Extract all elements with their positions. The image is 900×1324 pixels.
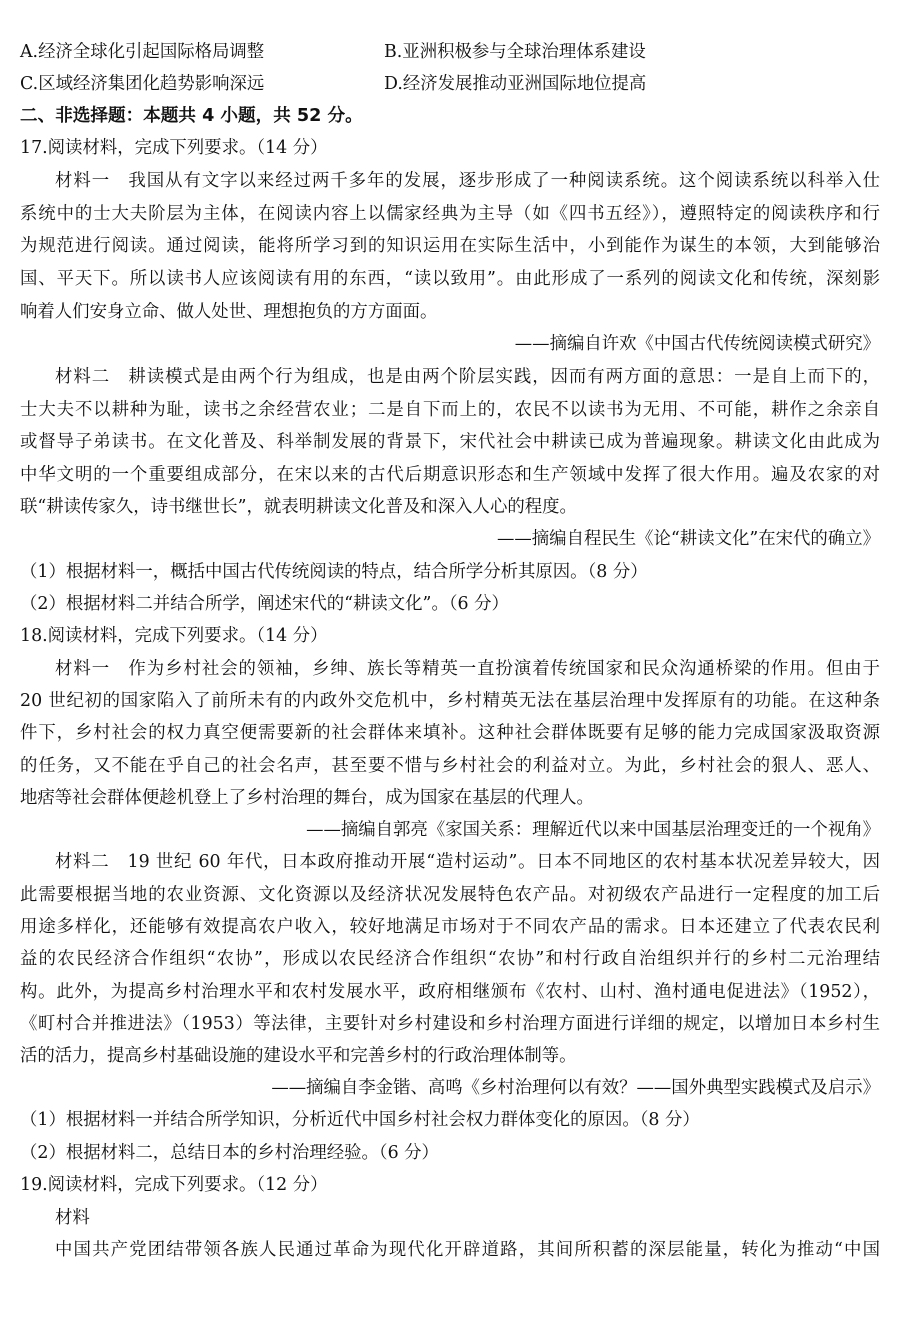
- option-a: A.经济全球化引起国际格局调整: [20, 42, 265, 62]
- q18-material2-source: ——摘编自李金锴、高鸣《乡村治理何以有效？——国外典型实践模式及启示》: [271, 1078, 880, 1098]
- q18-material1-line: 件下，乡村社会的权力真空便需要新的社会群体来填补。这种社会群体既要有足够的能力完成国家汲取资源: [20, 723, 880, 743]
- q18-material2-line: 活的活力，提高乡村基础设施的建设水平和完善乡村的行政治理体制等。: [20, 1046, 577, 1066]
- q19-material-line: 中国共产党团结带领各族人民通过革命为现代化开辟道路，其间所积蓄的深层能量，转化为推动“中国: [55, 1240, 880, 1260]
- q17-material1-line: 材料一 我国从有文字以来经过两千多年的发展，逐步形成了一种阅读系统。这个阅读系统以科举入仕: [55, 171, 880, 191]
- q18-material2-line: 构。此外，为提高乡村治理水平和农村发展水平，政府相继颁布《农村、山村、渔村通电促进法》（1952），: [20, 982, 880, 1002]
- q18-material1-line: 地痞等社会群体便趁机登上了乡村治理的舞台，成为国家在基层的代理人。: [20, 788, 594, 808]
- q17-subquestion-1: （1）根据材料一，概括中国古代传统阅读的特点，结合所学分析其原因。（8 分）: [20, 562, 648, 582]
- q17-material2-line: 或督导子弟读书。在文化普及、科举制发展的背景下，宋代社会中耕读已成为普遍现象。耕读文化由此成为: [20, 432, 880, 452]
- q19-material-label: 材料: [55, 1208, 90, 1228]
- q17-material2-line: 中华文明的一个重要组成部分，在宋以来的古代后期意识形态和生产领域中发挥了很大作用。遍及农家的对: [20, 465, 880, 485]
- option-b: B.亚洲积极参与全球治理体系建设: [384, 42, 646, 62]
- q18-material2-line: 益的农民经济合作组织“农协”，形成以农民经济合作组织“农协”和村行政自治组织并行的乡村二元治理结: [20, 949, 880, 969]
- q17-material2-line: 联“耕读传家久，诗书继世长”，就表明耕读文化普及和深入人心的程度。: [20, 497, 577, 517]
- section-heading: 二、非选择题：本题共 4 小题，共 52 分。: [20, 106, 363, 126]
- q18-material2-line: 《町村合并推进法》（1953）等法律，主要针对乡村建设和乡村治理方面进行详细的规定，以增加日本乡村生: [20, 1014, 880, 1034]
- q17-material2-line: 材料二 耕读模式是由两个行为组成，也是由两个阶层实践，因而有两方面的意思：一是自上而下的，: [55, 367, 880, 387]
- q17-material1-line: 为规范进行阅读。通过阅读，能将所学习到的知识运用在实际生活中，小到能作为谋生的本领，大到能够治: [20, 236, 880, 256]
- q18-material2-line: 材料二 19 世纪 60 年代，日本政府推动开展“造村运动”。日本不同地区的农村基本状况差异较大，因: [55, 852, 880, 872]
- q18-material1-source: ——摘编自郭亮《家国关系：理解近代以来中国基层治理变迁的一个视角》: [306, 820, 880, 840]
- q18-subquestion-1: （1）根据材料一并结合所学知识，分析近代中国乡村社会权力群体变化的原因。（8 分）: [20, 1110, 700, 1130]
- q17-material1-source: ——摘编自许欢《中国古代传统阅读模式研究》: [514, 334, 880, 354]
- q18-material2-line: 用途多样化，还能够有效提高农户收入，较好地满足市场对于不同农产品的需求。日本还建立了代表农民利: [20, 917, 880, 937]
- q19-title: 19.阅读材料，完成下列要求。（12 分）: [20, 1175, 328, 1195]
- q17-subquestion-2: （2）根据材料二并结合所学，阐述宋代的“耕读文化”。（6 分）: [20, 594, 509, 614]
- q17-material1-line: 系统中的士大夫阶层为主体，在阅读内容上以儒家经典为主导（如《四书五经》），遵照特定的阅读秩序和行: [20, 204, 880, 224]
- q18-material1-line: 20 世纪初的国家陷入了前所未有的内政外交危机中，乡村精英无法在基层治理中发挥原有的功能。在这种条: [20, 691, 880, 711]
- q17-material1-line: 国、平天下。所以读书人应该阅读有用的东西，“读以致用”。由此形成了一系列的阅读文化和传统，深刻影: [20, 269, 880, 289]
- q18-material1-line: 材料一 作为乡村社会的领袖，乡绅、族长等精英一直扮演着传统国家和民众沟通桥梁的作用。但由于: [55, 659, 880, 679]
- q17-material1-line: 响着人们安身立命、做人处世、理想抱负的方方面面。: [20, 302, 438, 322]
- q17-material2-line: 士大夫不以耕种为耻，读书之余经营农业；二是自下而上的，农民不以读书为无用、不可能，耕作之余亲自: [20, 400, 880, 420]
- q18-material1-line: 的任务，又不能在乎自己的社会名声，甚至要不惜与乡村社会的利益对立。为此，乡村社会的狠人、恶人、: [20, 756, 880, 776]
- q18-title: 18.阅读材料，完成下列要求。（14 分）: [20, 626, 328, 646]
- q18-subquestion-2: （2）根据材料二，总结日本的乡村治理经验。（6 分）: [20, 1143, 439, 1163]
- q18-material2-line: 此需要根据当地的农业资源、文化资源以及经济状况发展特色农产品。对初级农产品进行一定程度的加工后: [20, 885, 880, 905]
- option-d: D.经济发展推动亚洲国际地位提高: [384, 74, 647, 94]
- q17-title: 17.阅读材料，完成下列要求。（14 分）: [20, 138, 328, 158]
- option-c: C.区域经济集团化趋势影响深远: [20, 74, 265, 94]
- q17-material2-source: ——摘编自程民生《论“耕读文化”在宋代的确立》: [497, 529, 880, 549]
